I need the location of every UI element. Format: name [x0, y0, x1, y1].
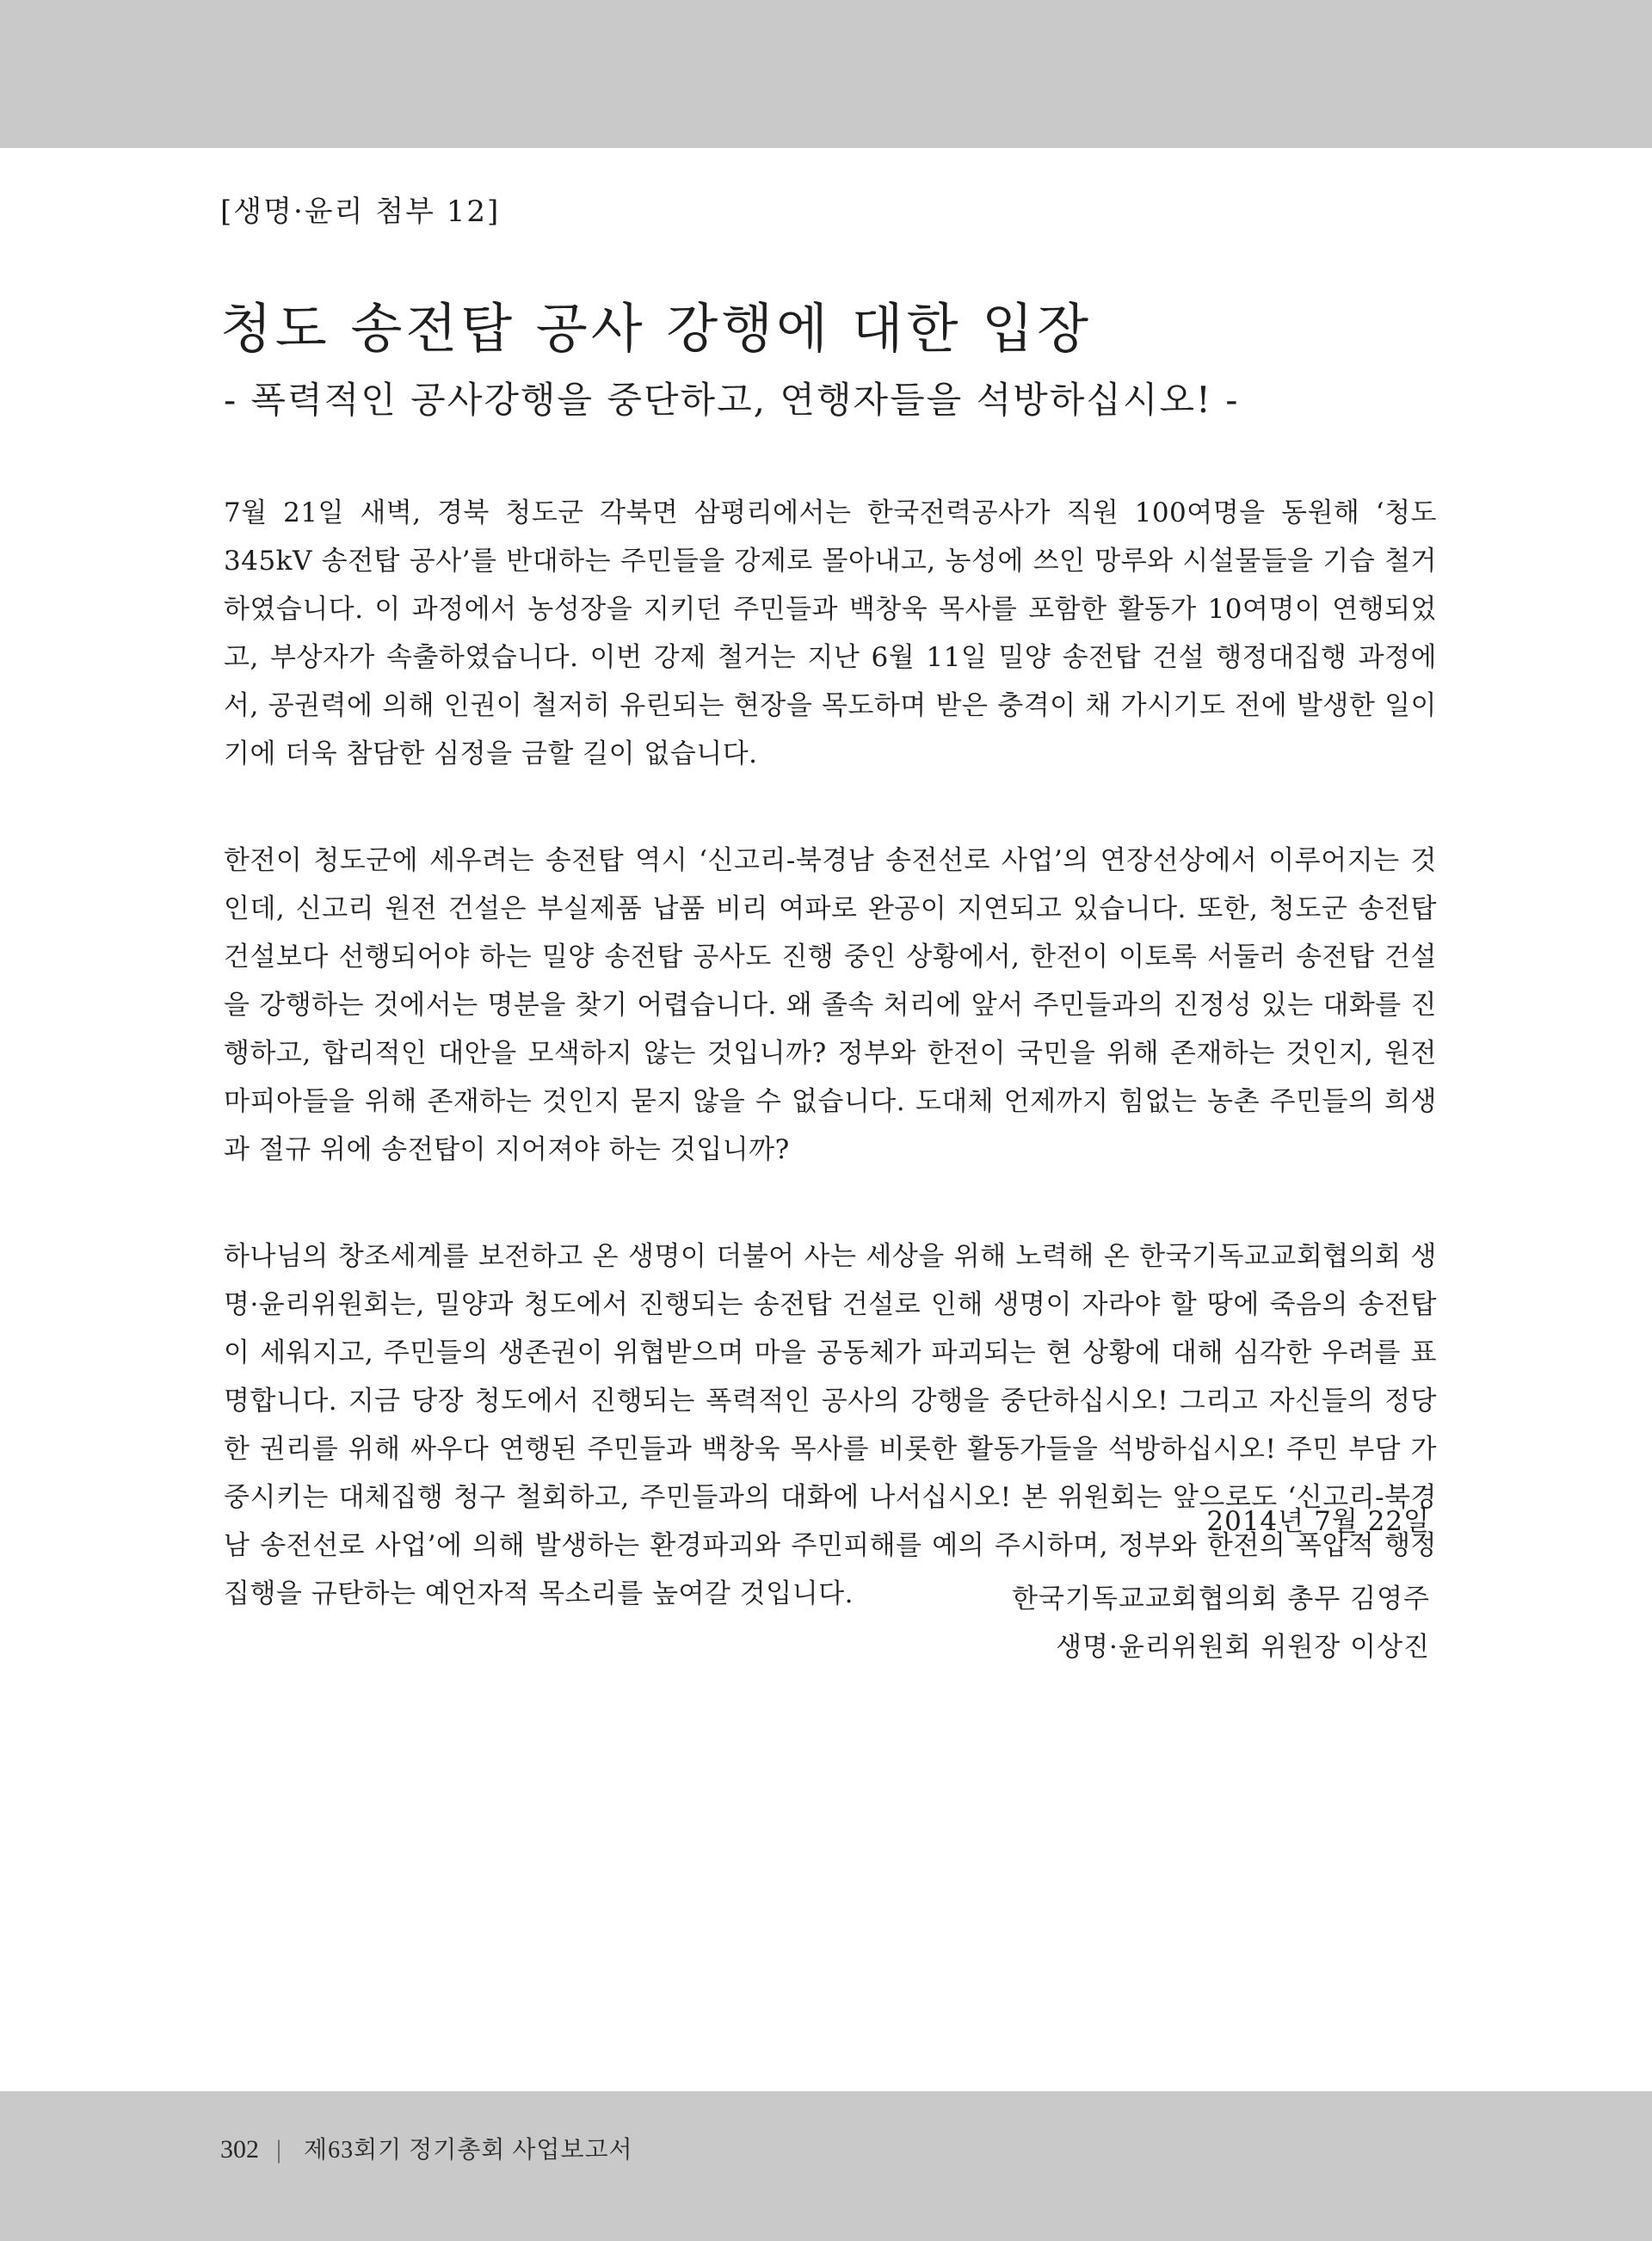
paragraph-2: 한전이 청도군에 세우려는 송전탑 역시 ‘신고리-북경남 송전선로 사업’의 연장선상에서 이루어지는 것인데, 신고리 원전 건설은 부실제품 납품 비리 여파로 완공이 지연되고 있습니다. 또한, 청도군 송전탑 건설보다 선행되어야 하는 밀양 송전탑 공사도 진행 중인 상황에서, 한전이 이토록 서둘러 송전탑 건설을 강행하는 것에서는 명분을 찾기 어렵습니다. 왜 졸속 처리에 앞서 주민들과의 진정성 있는 대화를 진행하고, 합리적인 대안을 모색하지 않는 것입니까? 정부와 한전이 국민을 위해 존재하는 것인지, 원전 마피아들을 위해 존재하는 것인지 묻지 않을 수 없습니다. 도대체 언제까지 힘없는 농촌 주민들의 희생과 절규 위에 송전탑이 지어져야 하는 것입니까? [224, 845, 1437, 1165]
page-number: 302 [220, 2135, 259, 2164]
footer-document-title: 제63회기 정기총회 사업보고서 [304, 2137, 633, 2164]
statement-date: 2014년 7월 22일 [1206, 1506, 1430, 1537]
footer-separator: | [276, 2135, 282, 2164]
signature-line-1: 한국기독교교회협의회 총무 김영주 [1012, 1584, 1430, 1614]
page-footer [220, 2131, 633, 2165]
paragraph-1: 7월 21일 새벽, 경북 청도군 각북면 삼평리에서는 한국전력공사가 직원 100여명을 동원해 ‘청도 345kV 송전탑 공사’를 반대하는 주민들을 강제로 몰아내고, 농성에 쓰인 망루와 시설물들을 기습 철거하였습니다. 이 과정에서 농성장을 지키던 주민들과 백창욱 목사를 포함한 활동가 10여명이 연행되었고, 부상자가 속출하였습니다. 이번 강제 철거는 지난 6월 11일 밀양 송전탑 건설 행정대집행 과정에서, 공권력에 의해 인권이 철저히 유린되는 현장을 목도하며 받은 충격이 채 가시기도 전에 발생한 일이기에 더욱 참담한 심정을 금할 길이 없습니다. [224, 497, 1437, 769]
signature-block [1012, 1575, 1430, 1671]
category-label: [생명·윤리 첨부 12] [220, 194, 501, 229]
footer-band [0, 2091, 1652, 2241]
statement-body [224, 489, 1437, 1676]
header-band [0, 0, 1652, 148]
page-subtitle: - 폭력적인 공사강행을 중단하고, 연행자들을 석방하십시오! - [224, 379, 1240, 421]
page-title: 청도 송전탑 공사 강행에 대한 입장 [220, 297, 1093, 360]
signature-line-2: 생명·윤리위원회 위원장 이상진 [1056, 1632, 1430, 1663]
paragraph-3: 하나님의 창조세계를 보전하고 온 생명이 더불어 사는 세상을 위해 노력해 온 한국기독교교회협의회 생명·윤리위원회는, 밀양과 청도에서 진행되는 송전탑 건설로 인해 생명이 자라야 할 땅에 죽음의 송전탑이 세워지고, 주민들의 생존권이 위협받으며 마을 공동체가 파괴되는 현 상황에 대해 심각한 우려를 표명합니다. 지금 당장 청도에서 진행되는 폭력적인 공사의 강행을 중단하십시오! 그리고 자신들의 정당한 권리를 위해 싸우다 연행된 주민들과 백창욱 목사를 비롯한 활동가들을 석방하십시오! 주민 부담 가중시키는 대체집행 청구 철회하고, 주민들과의 대화에 나서십시오! 본 위원회는 앞으로도 ‘신고리-북경남 송전선로 사업’에 의해 발생하는 환경파괴와 주민피해를 예의 주시하며, 정부와 한전의 폭압적 행정 집행을 규탄하는 예언자적 목소리를 높여갈 것입니다. [224, 1241, 1437, 1609]
